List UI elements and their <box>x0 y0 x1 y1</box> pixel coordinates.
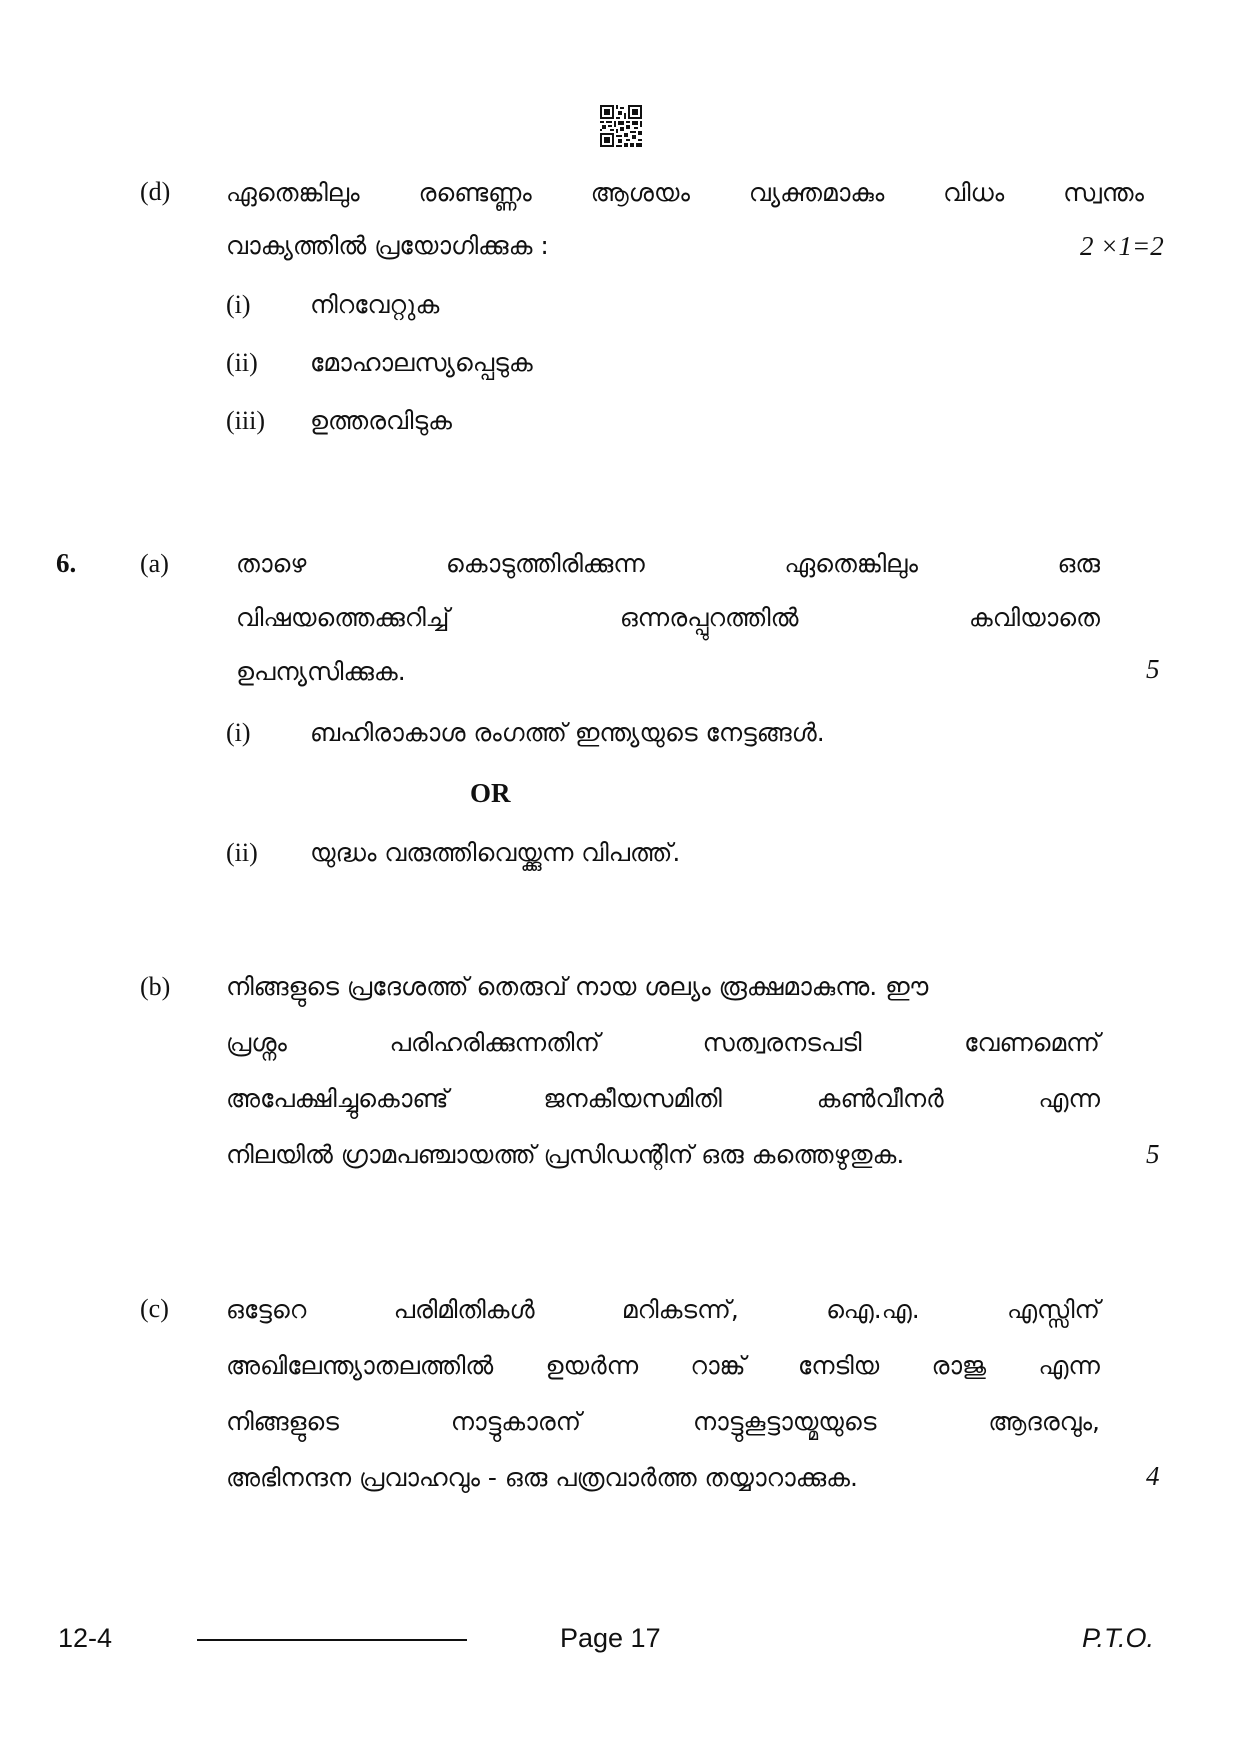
word: താഴെ <box>236 549 307 578</box>
word: അഖിലേന്ത്യാതലത്തിൽ <box>226 1351 494 1380</box>
question-label-b: (b) <box>140 972 171 1001</box>
word: ഒന്നരപ്പുറത്തിൽ <box>619 603 799 632</box>
word: വ്യക്തമാകും <box>748 178 885 207</box>
word: കൺവീനർ <box>816 1084 944 1113</box>
q6b-line-4: നിലയിൽ ഗ്രാമപഞ്ചായത്ത് പ്രസിഡന്റിന് ഒരു കത്തെഴുതുക. <box>226 1140 905 1169</box>
q5d-item-text-3: ഉത്തരവിടുക <box>310 406 452 435</box>
q6a-option-num-1: (i) <box>226 718 251 747</box>
word: എന്ന <box>1038 1084 1100 1113</box>
q5d-item-num-1: (i) <box>226 290 251 319</box>
q6a-option-text-1: ബഹിരാകാശ രംഗത്ത് ഇന്ത്യയുടെ നേട്ടങ്ങൾ. <box>310 718 825 747</box>
q5d-item-num-3: (iii) <box>226 406 265 435</box>
q6c-line-3 <box>226 1407 1100 1437</box>
paper-code: 12-4 <box>58 1623 113 1653</box>
word: രാജു <box>931 1351 987 1380</box>
word: കൊടുത്തിരിക്കുന്ന <box>445 549 645 578</box>
word: പരിമിതികൾ <box>393 1295 535 1324</box>
q5d-marks: 2 ×1=2 <box>1080 231 1164 261</box>
q5d-item-num-2: (ii) <box>226 348 258 377</box>
q5d-line-1 <box>226 178 1144 208</box>
word: പരിഹരിക്കുന്നതിന് <box>389 1028 600 1057</box>
q6c-marks: 4 <box>1146 1461 1160 1491</box>
word: വേണമെന്ന് <box>964 1028 1100 1057</box>
page-number: Page 17 <box>560 1623 661 1653</box>
word: റാങ്ക് <box>690 1351 746 1380</box>
q6a-option-num-2: (ii) <box>226 838 258 867</box>
q6b-line-3 <box>226 1084 1100 1114</box>
q6b-line-1: നിങ്ങളുടെ പ്രദേശത്ത് തെരുവ് നായ ശല്യം രൂക്ഷമാകുന്നു. ഈ <box>226 972 929 1001</box>
word: കവിയാതെ <box>968 603 1100 632</box>
q6a-line-3: ഉപന്യസിക്കുക. <box>236 657 406 686</box>
q5d-line-2: വാക്യത്തിൽ പ്രയോഗിക്കുക : <box>226 231 549 260</box>
or-separator: OR <box>470 778 511 808</box>
word: നേടിയ <box>797 1351 880 1380</box>
q6a-option-text-2: യുദ്ധം വരുത്തിവെയ്ക്കുന്ന വിപത്ത്. <box>310 838 681 867</box>
word: ഐ.എ. <box>826 1295 920 1324</box>
q6c-line-1 <box>226 1295 1100 1325</box>
word: ഏതെങ്കിലും <box>226 178 360 207</box>
word: അപേക്ഷിച്ചുകൊണ്ട് <box>226 1084 449 1113</box>
q5d-item-text-2: മോഹാലസ്യപ്പെടുക <box>310 348 533 377</box>
word: വിധം <box>943 178 1005 207</box>
word: മറികടന്ന്, <box>621 1295 739 1324</box>
word: ജനകീയസമിതി <box>543 1084 722 1113</box>
word: നാട്ടുകാരന് <box>450 1407 582 1436</box>
word: നാട്ടുകൂട്ടായ്മയുടെ <box>692 1407 877 1436</box>
q6b-marks: 5 <box>1146 1139 1160 1169</box>
question-number-6: 6. <box>56 548 77 578</box>
word: ഏതെങ്കിലും <box>784 549 918 578</box>
word: പ്രശ്നം <box>226 1028 287 1057</box>
q6a-line-2 <box>236 603 1100 633</box>
question-label-c: (c) <box>140 1294 169 1323</box>
word: നിങ്ങളുടെ <box>226 1407 339 1436</box>
word: ഒരു <box>1057 549 1100 578</box>
pto-label: P.T.O. <box>1082 1623 1155 1653</box>
word: എസ്സിന് <box>1006 1295 1100 1324</box>
word: രണ്ടെണ്ണം <box>418 178 532 207</box>
word: ഒട്ടേറെ <box>226 1295 307 1324</box>
word: എന്ന <box>1038 1351 1100 1380</box>
q6c-line-4: അഭിനന്ദന പ്രവാഹവും - ഒരു പത്രവാർത്ത തയ്യാറാക്കുക. <box>226 1463 858 1492</box>
word: ഉയർന്ന <box>545 1351 639 1380</box>
word: സത്വരനടപടി <box>702 1028 862 1057</box>
footer-divider <box>197 1639 467 1641</box>
q6b-line-2 <box>226 1028 1100 1058</box>
word: സ്വന്തം <box>1063 178 1144 207</box>
word: വിഷയത്തെക്കുറിച്ച് <box>236 603 450 632</box>
question-label-d: (d) <box>140 177 171 206</box>
word: ആദരവും, <box>988 1407 1100 1436</box>
q6a-marks: 5 <box>1146 654 1160 684</box>
q5d-item-text-1: നിറവേറ്റുക <box>310 290 440 319</box>
q6c-line-2 <box>226 1351 1100 1381</box>
qr-code-icon <box>600 105 642 147</box>
word: ആശയം <box>590 178 690 207</box>
question-label-a: (a) <box>140 549 169 578</box>
q6a-line-1 <box>236 549 1100 579</box>
